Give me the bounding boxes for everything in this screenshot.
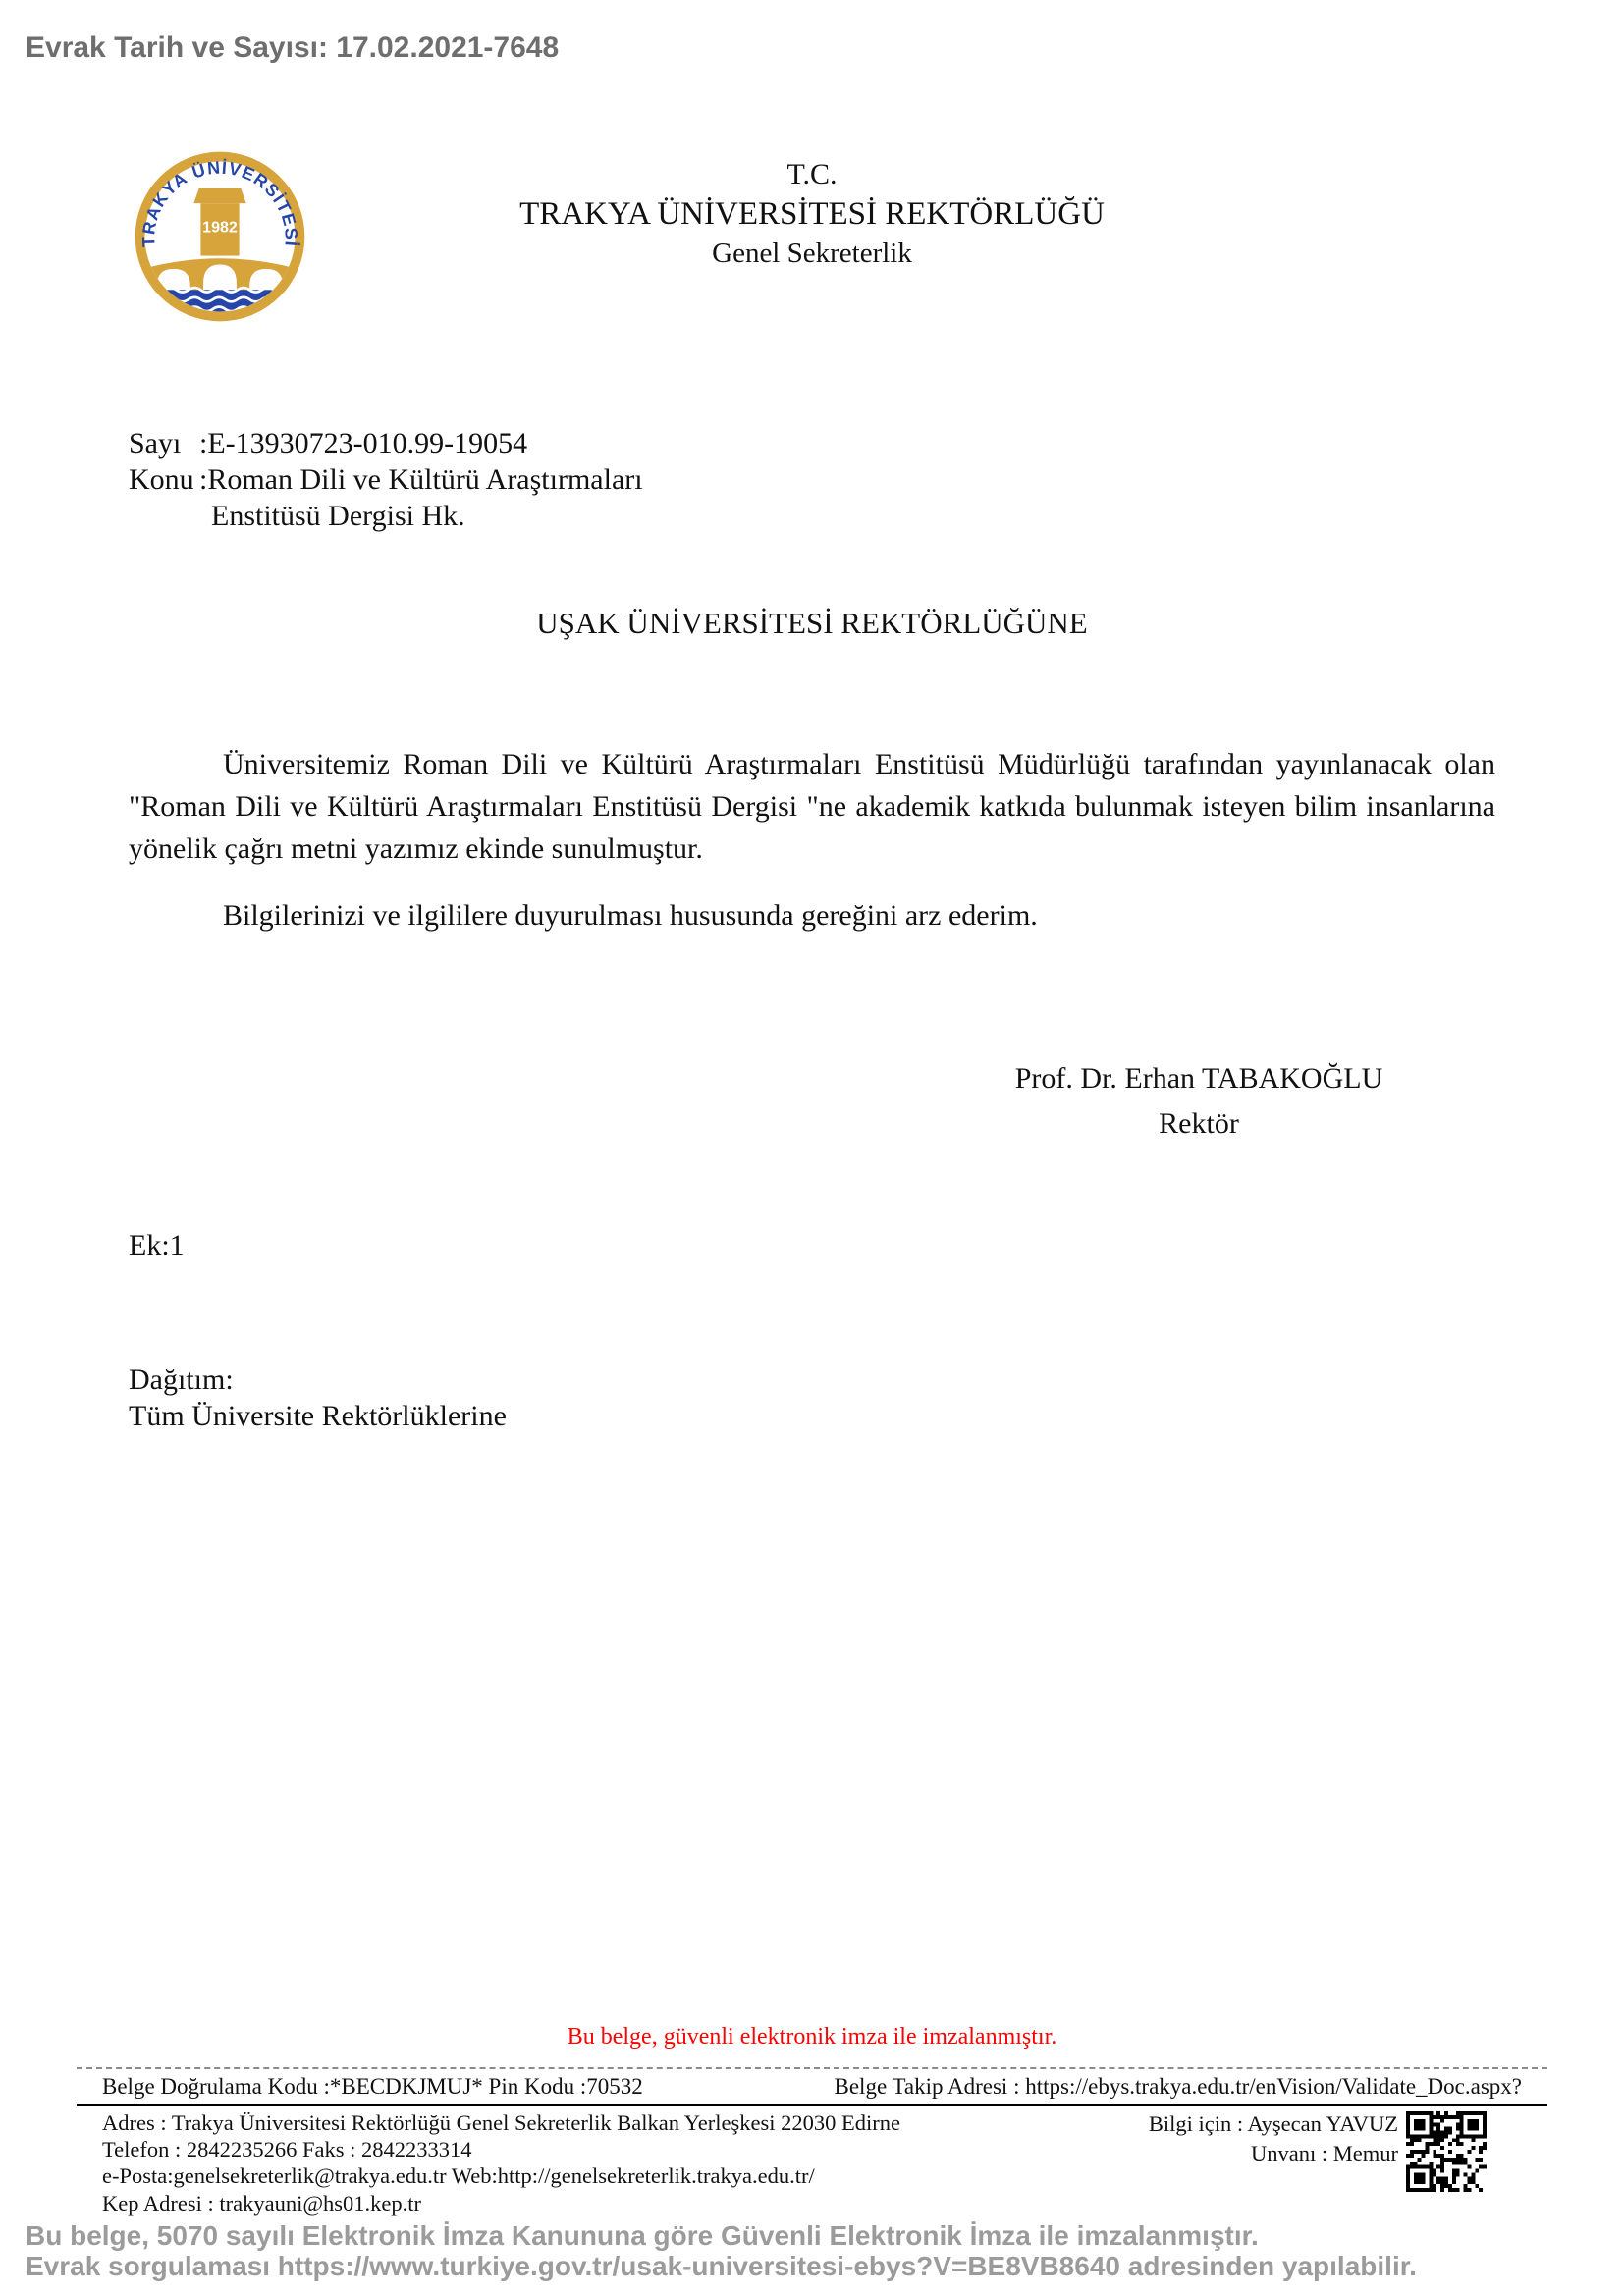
body-paragraph-1: Üniversitemiz Roman Dili ve Kültürü Araştırmaları Enstitüsü Müdürlüğü tarafından yayınlanacak olan "Roman Dili ve Kültürü Araştırmaları Enstitüsü Dergisi "ne akademik katkıda bulunmak isteyen bilim insanlarına yönelik çağrı metni yazımız ekinde sunulmuştur. — [129, 748, 1495, 865]
footer-contact-person — [1149, 2109, 1398, 2168]
footer-validation-row — [77, 2067, 1547, 2104]
meta-konu-row — [129, 461, 643, 498]
attachment-note: Ek:1 — [129, 1229, 185, 1261]
qr-code — [1406, 2111, 1487, 2192]
signature-block — [984, 1056, 1414, 1147]
signer-title: Rektör — [1159, 1107, 1239, 1140]
footer-kep-address: Kep Adresi : trakyauni@hs01.kep.tr — [102, 2190, 422, 2216]
letterhead — [0, 155, 1624, 273]
logo-curved-title: TRAKYA ÜNİVERSİTESİ — [138, 157, 302, 248]
signer-name: Prof. Dr. Erhan TABAKOĞLU — [1014, 1062, 1383, 1095]
document-meta — [129, 425, 643, 534]
contact-person-name: Bilgi için : Ayşecan YAVUZ — [1148, 2111, 1398, 2136]
footer-address: Adres : Trakya Üniversitesi Rektörlüğü Genel Sekreterlik Balkan Yerleşkesi 22030 Edirne — [102, 2110, 900, 2135]
legal-notice — [26, 2220, 1417, 2281]
footer-email-web: e-Posta:genelsekreterlik@trakya.edu.tr Web:http://genelsekreterlik.trakya.edu.tr/ — [102, 2163, 815, 2189]
letterhead-university: TRAKYA ÜNİVERSİTESİ REKTÖRLÜĞÜ — [519, 196, 1105, 232]
document-footer — [77, 2067, 1547, 2237]
distribution-block — [129, 1362, 507, 1434]
sayi-label: Sayı — [129, 427, 182, 459]
legal-notice-line1: Bu belge, 5070 sayılı Elektronik İmza Kanununa göre Güvenli Elektronik İmza ile imzalanmıştır. — [26, 2220, 1259, 2251]
legal-notice-line2: Evrak sorgulaması https://www.turkiye.gov.tr/usak-universitesi-ebys?V=BE8VB8640 adresinden yapılabilir. — [26, 2251, 1417, 2281]
esignature-notice: Bu belge, güvenli elektronik imza ile imzalanmıştır. — [567, 2024, 1057, 2050]
konu-label: Konu — [129, 463, 194, 496]
footer-contact-block — [77, 2104, 1547, 2237]
body-paragraph-2: Bilgilerinizi ve ilgililere duyurulması hususunda gereğini arz ederim. — [223, 899, 1038, 932]
tracking-address: Belge Takip Adresi : https://ebys.trakya.edu.tr/enVision/Validate_Doc.aspx? — [834, 2074, 1522, 2099]
konu-value-line2: Enstitüsü Dergisi Hk. — [211, 500, 465, 532]
meta-konu-row2 — [129, 498, 643, 534]
konu-value-line1: :Roman Dili ve Kültürü Araştırmaları — [199, 463, 643, 496]
sayi-value: :E-13930723-010.99-19054 — [199, 427, 528, 459]
letterhead-department: Genel Sekreterlik — [712, 238, 912, 269]
recipient-line: UŞAK ÜNİVERSİTESİ REKTÖRLÜĞÜNE — [536, 606, 1088, 640]
footer-phone-fax: Telefon : 2842235266 Faks : 2842233314 — [102, 2137, 472, 2163]
konu-label-spacer — [129, 498, 199, 534]
document-date-number-stamp: Evrak Tarih ve Sayısı: 17.02.2021-7648 — [26, 31, 560, 64]
letterhead-tc: T.C. — [786, 158, 838, 190]
contact-person-title: Unvanı : Memur — [1251, 2141, 1398, 2165]
validation-code: Belge Doğrulama Kodu :*BECDKJMUJ* Pin Kodu :70532 — [102, 2074, 643, 2099]
logo-year-text: 1982 — [202, 218, 238, 237]
distribution-label: Dağıtım: — [129, 1363, 234, 1396]
distribution-value: Tüm Üniversite Rektörlüklerine — [129, 1400, 507, 1432]
meta-sayi-row — [129, 425, 643, 461]
